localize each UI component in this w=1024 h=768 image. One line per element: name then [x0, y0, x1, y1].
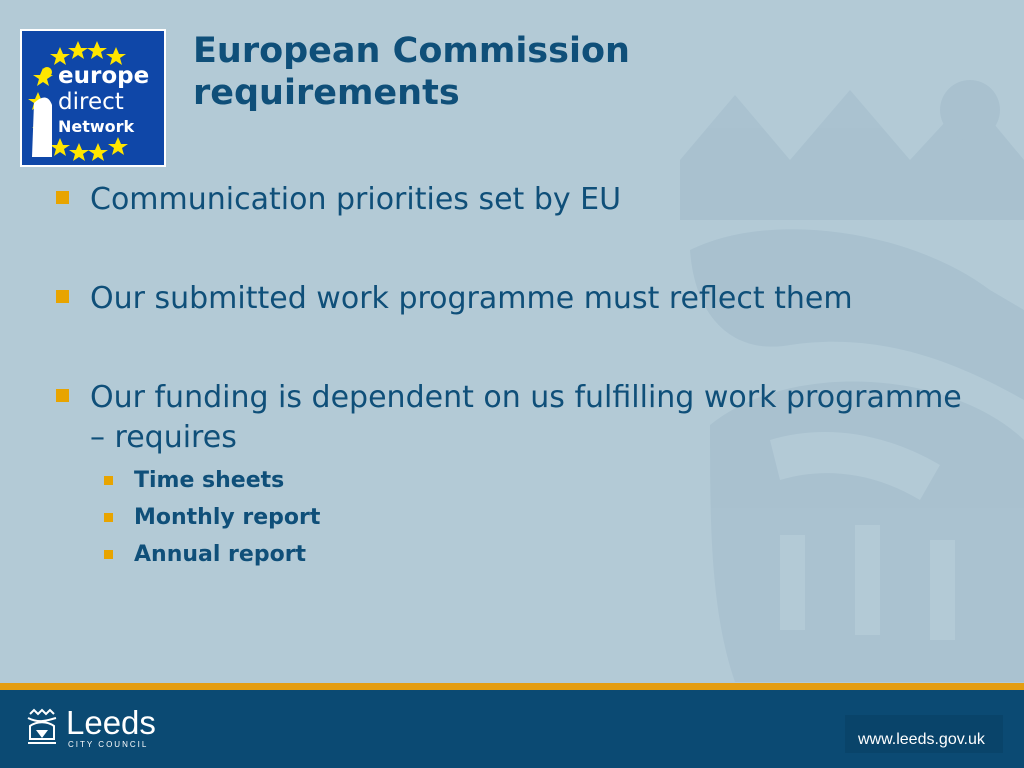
council-subtitle: CITY COUNCIL	[68, 740, 149, 749]
bullet-text: Our submitted work programme must reflect them	[90, 281, 853, 316]
square-bullet-icon	[104, 513, 113, 522]
square-bullet-icon	[104, 476, 113, 485]
website-url[interactable]: www.leeds.gov.uk	[858, 731, 985, 748]
leeds-crest-watermark	[640, 70, 1024, 682]
svg-text:europe: europe	[58, 63, 150, 89]
svg-text:Network: Network	[58, 117, 135, 136]
europe-direct-logo	[20, 29, 166, 167]
council-name: Leeds	[66, 704, 156, 741]
bullet-text: Our funding is dependent on us fulfilling work programme – requires	[90, 380, 962, 455]
sub-bullet-text: Annual report	[134, 542, 307, 567]
bullet-text: Communication priorities set by EU	[90, 182, 622, 217]
slide-title-line-2: requirements	[193, 73, 460, 113]
footer-bar	[0, 690, 1024, 768]
svg-text:direct: direct	[58, 89, 124, 115]
footer-divider	[0, 683, 1024, 690]
slide-title-line-1: European Commission	[193, 31, 630, 71]
leeds-city-council-logo	[22, 704, 162, 752]
square-bullet-icon	[56, 290, 69, 303]
sub-bullet-text: Time sheets	[134, 468, 285, 493]
slide-title	[193, 30, 793, 114]
square-bullet-icon	[56, 389, 69, 402]
sub-bullet-text: Monthly report	[134, 505, 321, 530]
square-bullet-icon	[56, 191, 69, 204]
leeds-crest-icon	[22, 708, 62, 748]
square-bullet-icon	[104, 550, 113, 559]
